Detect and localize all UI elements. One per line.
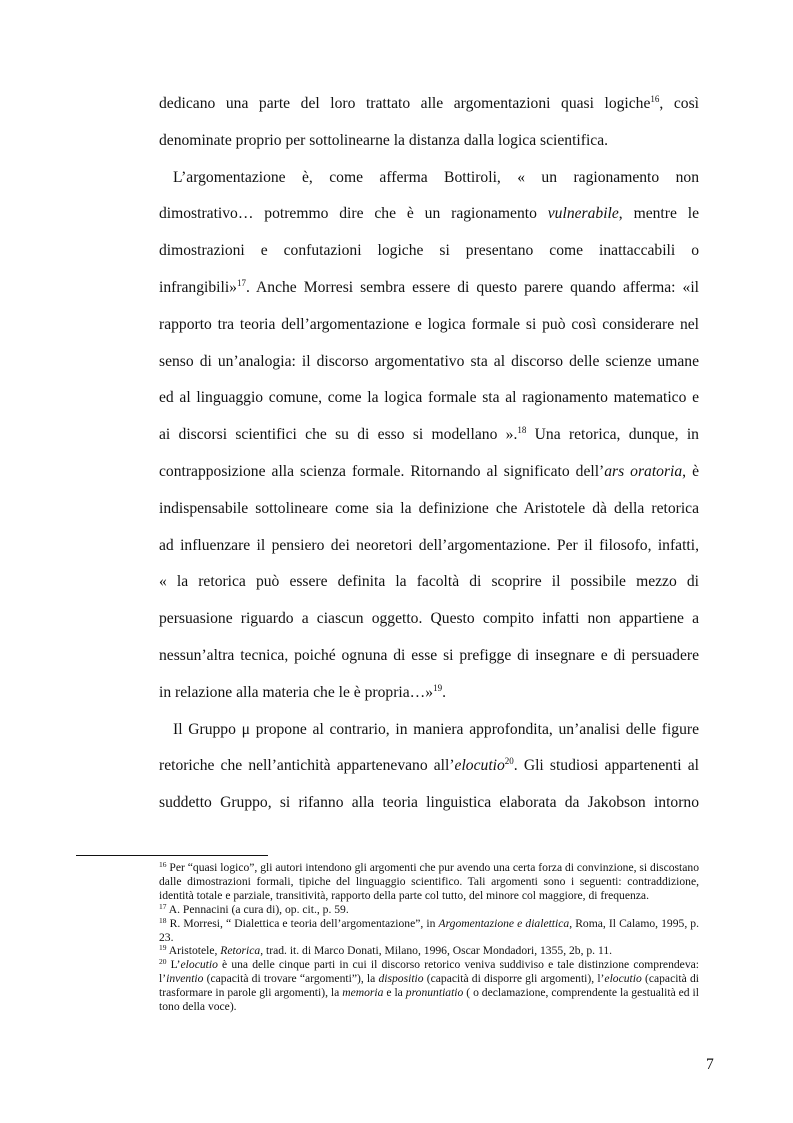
footnote-italic: dispositio <box>378 972 424 986</box>
footnote-text: (capacità di trovare “argomenti”), la <box>203 972 379 986</box>
footnote-ref[interactable]: 20 <box>504 756 514 767</box>
footnote-20 <box>159 958 699 1014</box>
body-line: suddetto Gruppo, si rifanno alla teoria linguistica elaborata da Jakobson intorno <box>159 794 699 812</box>
footnote-italic: memoria <box>342 986 384 1000</box>
footnote-italic: Retorica <box>220 944 261 958</box>
footnote-text: (capacità di disporre gli argomenti), l’ <box>423 972 605 986</box>
footnote-italic: elocutio <box>604 972 642 986</box>
footnote-number: 20 <box>159 957 167 967</box>
body-line: ad influenzare il pensiero dei neoretori dell’argomentazione. Per il filosofo, infatti, <box>159 536 699 554</box>
footnotes <box>159 861 699 1014</box>
footnote-text: ( o declamazione, comprendente la gestualità ed il tono della voce). <box>159 986 699 1014</box>
footnote-19 <box>159 944 699 958</box>
footnote-ref[interactable]: 16 <box>650 94 660 104</box>
footnote-ref[interactable]: 19 <box>433 682 443 693</box>
body-line: retoriche che nell’antichità appartenevano all’elocutio$^{20}$. Gli studiosi appartenenti al <box>159 756 699 775</box>
body-line: ed al linguaggio comune, come la logica formale sta al ragionamento matematico e <box>159 389 699 407</box>
body-line: dimostrazioni e confutazioni logiche si presentano come inattaccabili o <box>159 242 699 260</box>
footnote-italic: Argomentazione e dialettica <box>438 916 570 930</box>
body-line: nessun’altra tecnica, poiché ognuna di esse si prefigge di insegnare e di persuadere <box>159 646 699 664</box>
footnote-text: R. Morresi, “ Dialettica e teoria dell’argomentazione”, in <box>166 916 439 930</box>
body-line: denominate proprio per sottolinearne la distanza dalla logica scientifica. <box>159 131 609 149</box>
body-line: L’argomentazione è, come afferma Bottiroli, « un ragionamento non <box>173 168 699 186</box>
footnote-text: è una delle cinque parti in cui il discorso retorico veniva suddiviso e tale distinzione comprendeva: l’ <box>159 958 699 986</box>
body-line: « la retorica può essere definita la facoltà di scoprire il possibile mezzo di <box>159 573 699 591</box>
body-line: infrangibili»$^{17}$. Anche Morresi sembra essere di questo parere quando afferma: «il <box>159 277 699 296</box>
body-line: rapporto tra teoria dell’argomentazione e logica formale si può così considerare nel <box>159 315 699 333</box>
footnote-ref[interactable]: 17 <box>236 277 246 288</box>
body-line: dimostrativo… potremmo dire che è un ragionamento vulnerabile, mentre le <box>159 205 699 223</box>
footnote-text: e la <box>383 986 406 1000</box>
footnote-text: A. Pennacini (a cura di), op. cit., p. 59. <box>166 902 349 916</box>
body-line: in relazione alla materia che le è propria…»$^{19}$. <box>159 682 446 701</box>
footnote-number: 19 <box>159 943 167 953</box>
footnote-number: 18 <box>159 915 167 925</box>
footnote-text: Aristotele, <box>166 944 221 958</box>
footnote-ref[interactable]: 18 <box>517 425 527 436</box>
body-text <box>159 86 699 822</box>
body-line: Il Gruppo μ propone al contrario, in maniera approfondita, un’analisi delle figure <box>173 720 699 738</box>
footnote-italic: inventio <box>166 972 204 986</box>
footnote-text: L’ <box>166 958 181 972</box>
body-line: ai discorsi scientifici che su di esso si modellano ».$^{18}$ Una retorica, dunque, in <box>159 425 699 444</box>
footnote-text: , trad. it. di Marco Donati, Milano, 1996, Oscar Mondadori, 1355, 2b, p. 11. <box>260 944 613 958</box>
page-number: 7 <box>706 1056 714 1073</box>
footnote-16 <box>159 861 699 903</box>
footnote-text: Per “quasi logico”, gli autori intendono gli argomenti che pur avendo una certa forza di convinzione, si discostano dalle dimostrazioni formali, tipiche del linguaggio scientifico. Tali argomenti sono i seguenti: contraddizione, identità totale e parziale, transitività, rapporto della parte col tutto, del minore col maggiore, di frequenza. <box>159 861 699 902</box>
footnote-separator <box>76 855 268 856</box>
footnote-italic: elocutio <box>180 958 218 972</box>
body-line: contrapposizione alla scienza formale. Ritornando al significato dell’ars oratoria, è <box>159 462 700 480</box>
body-line: persuasione riguardo a ciascun oggetto. Questo compito infatti non appartiene a <box>159 610 699 628</box>
body-line: indispensabile sottolineare come sia la definizione che Aristotele dà della retorica <box>159 499 699 517</box>
footnote-18 <box>159 917 699 945</box>
footnote-text: (capacità di trasformare in parole gli argomenti), la <box>159 972 700 1000</box>
footnote-italic: pronuntiatio <box>405 986 464 1000</box>
body-line: dedicano una parte del loro trattato alle argomentazioni quasi logiche$^{16}$, così <box>159 94 699 112</box>
footnote-text: , Roma, Il Calamo, 1995, p. 23. <box>159 916 700 944</box>
footnote-number: 16 <box>159 860 167 869</box>
footnote-number: 17 <box>159 901 167 911</box>
body-line: senso di un’analogia: il discorso argomentativo sta al discorso delle scienze umane <box>159 352 699 370</box>
footnote-17 <box>159 903 699 917</box>
